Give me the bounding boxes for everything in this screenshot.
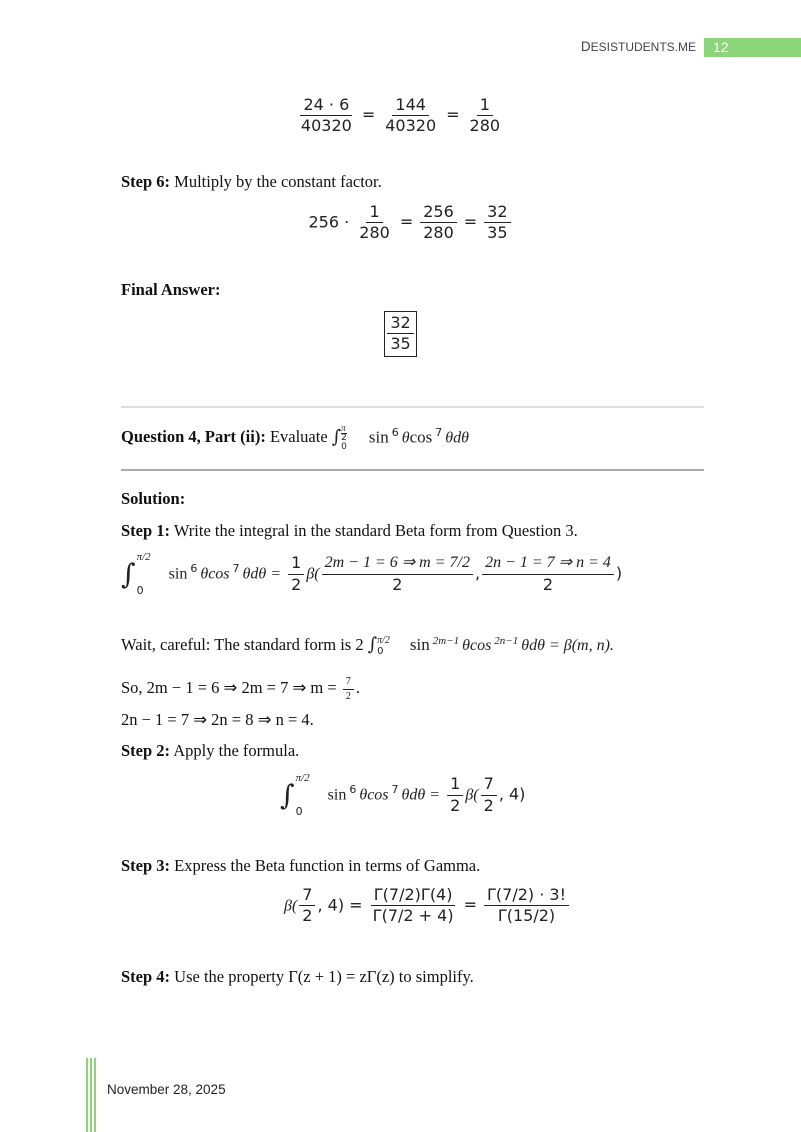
fraction [356,203,393,243]
equation-step3: β( $\frac{7}{2}$ , 4) = $\frac{\Gamma(7/2)\Gamma(4)}{\Gamma(7/2 + 4)}$ = $\frac{\Gamma(7/2) \cdot 3!}{\Gamma(15/2)}$ [284,886,571,926]
numerator: 1 [477,96,493,116]
step-2-heading [121,741,299,761]
upper-limit: π/2 [136,551,151,563]
step-1-heading [121,521,578,541]
denominator: 2 [302,906,313,926]
fraction-half [447,775,463,815]
step-label: Step 1: [121,521,171,540]
exponent: 2n−1 [494,634,519,647]
fraction [467,96,504,136]
equation-step2 [280,772,525,818]
coefficient: 256 · [308,212,350,232]
lower-limit: 0 [377,645,384,657]
numerator: 32 [484,203,510,223]
theta-cos: θcos [200,565,230,583]
beta-symbol: β( [465,786,479,804]
equation-step5-result: $\frac{24 \cdot 6}{40320}$ = $\frac{144}{40320}$ = $\frac{1}{280}$ [0,96,801,136]
fraction [481,775,497,815]
differential: θdθ = [401,786,441,804]
step-6-heading [121,172,382,192]
denominator: 2 [345,690,351,702]
sin-text: sin [327,786,347,804]
numerator: 24 · 6 [300,96,352,116]
lower-limit: 0 [295,805,303,818]
sin-text: sin [168,565,188,583]
denominator: 280 [359,223,390,243]
integral-expression: ∫ π 2 0 sin $^6$ θcos $^7$ θdθ [331,423,469,452]
page-number: 12 [713,39,729,55]
theta-cos: θcos [462,637,492,654]
sin-text: sin [409,635,430,654]
integral-sign: ∫ [280,778,295,812]
footer-accent-bars [86,1058,98,1132]
beta-symbol: β( [306,565,320,583]
differential: θdθ = [242,565,282,583]
wait-note [121,634,614,657]
numerator: Γ(7/2) · 3! [484,886,569,906]
upper-limit-den: 2 [341,433,347,443]
fraction [484,886,569,926]
fraction [343,676,354,702]
numerator: 1 [447,775,463,795]
equation-step1 [121,551,622,597]
cos-text: cos [409,427,433,447]
beta-rest: , 4) [498,784,526,804]
final-answer-box [0,311,801,357]
exponent: 7 [232,562,240,576]
beta-rest: , 4) = [317,895,363,915]
denominator: 2 [450,795,461,815]
question-text: Evaluate [265,426,332,446]
horizontal-rule [121,406,704,408]
n-derivation: 2n − 1 = 7 ⇒ 2n = 8 ⇒ n = 4. [121,710,314,729]
denominator: 2 [542,574,554,594]
denominator: 280 [469,116,501,136]
fraction [482,554,614,594]
denominator: 35 [390,334,411,354]
step-text: Write the integral in the standard Beta form from Question 3. [170,521,578,540]
standard-form-expression: ∫ π/2 0 sin $^{2m-1}$ θcos $^{2n-1}$ θdθ = β(m, n). [367,634,614,657]
upper-limit: π/2 [377,634,390,646]
step-label: Step 3: [121,856,171,875]
numerator: 144 [392,96,429,116]
page-number-badge [704,38,801,57]
beta-result: θdθ = β(m, n). [521,637,614,654]
exponent: 6 [391,426,399,440]
step-label: Step 6: [121,172,171,191]
step-3-heading [121,856,480,876]
exponent: 7 [391,783,399,797]
footer-date: November 28, 2025 [107,1082,226,1097]
accent-bar [94,1058,96,1132]
final-answer-heading: Final Answer: [121,280,221,299]
numerator: 256 [420,203,457,223]
fraction [484,203,510,243]
beta-symbol: β( [284,897,298,915]
fraction-half [288,554,304,594]
denominator: 2 [291,574,302,594]
step-label: Step 4: [121,967,171,986]
lower-limit: 0 [341,442,347,452]
numerator: 7 [299,886,315,906]
numerator: Γ(7/2)Γ(4) [371,886,456,906]
step-label: Step 2: [121,741,171,760]
question-label: Question 4, Part (ii): [121,426,266,446]
upper-limit: π [341,423,346,433]
fraction [370,886,457,926]
site-name [581,39,696,54]
integral-sign: ∫ [121,557,136,591]
step-text: Apply the formula. [170,741,300,760]
denominator: 40320 [300,116,352,136]
upper-limit: π/2 [295,772,310,784]
exponent: 2m−1 [432,634,460,647]
numerator: 2n − 1 = 7 ⇒ n = 4 [482,554,614,574]
note-text: Wait, careful: The standard form is 2 [121,635,368,654]
exponent: 7 [435,426,443,440]
numerator: 7 [343,676,354,690]
numerator: 32 [387,314,413,334]
numerator: 2m − 1 = 6 ⇒ m = 7/2 [322,554,473,574]
sin-text: sin [368,427,389,447]
fraction [420,203,457,243]
m-derivation [121,676,360,702]
close-paren: ) [615,563,623,583]
horizontal-rule [121,469,704,471]
derivation-text: So, 2m − 1 = 6 ⇒ 2m = 7 ⇒ m = [121,677,341,697]
exponent: 6 [349,783,357,797]
period: . [355,677,360,697]
fraction [299,886,315,926]
step-text: Use the property Γ(z + 1) = zΓ(z) to simplify. [170,967,474,986]
lower-limit: 0 [136,584,144,597]
step-text: Express the Beta function in terms of Gamma. [170,856,481,875]
step-text: Multiply by the constant factor. [170,172,382,191]
denominator: 2 [483,795,494,815]
theta-cos: θcos [359,786,389,804]
denominator: Γ(15/2) [497,906,556,926]
equation-step6: 256 · $\frac{1}{280}$ = $\frac{256}{280}$ = $\frac{32}{35}$ [0,203,801,243]
fraction [322,554,473,594]
comma: , [474,563,481,583]
step-4-heading [121,967,474,987]
accent-bar [86,1058,88,1132]
site-name-rest: ESISTUDENTS.ME [590,40,696,54]
denominator: 40320 [385,116,437,136]
site-name-initial: D [580,39,591,54]
denominator: 35 [487,223,508,243]
denominator: 280 [423,223,454,243]
fraction [298,96,355,136]
solution-heading: Solution: [121,489,186,508]
fraction [382,96,439,136]
fraction [387,314,413,354]
theta: θ [401,429,410,447]
denominator: Γ(7/2 + 4) [372,906,454,926]
exponent: 6 [190,562,198,576]
numerator: 1 [366,203,382,223]
numerator: 1 [288,554,304,574]
numerator: 7 [481,775,497,795]
denominator: 2 [392,574,403,594]
accent-bar [90,1058,92,1132]
question-heading [121,424,469,452]
differential: θdθ [445,429,469,447]
